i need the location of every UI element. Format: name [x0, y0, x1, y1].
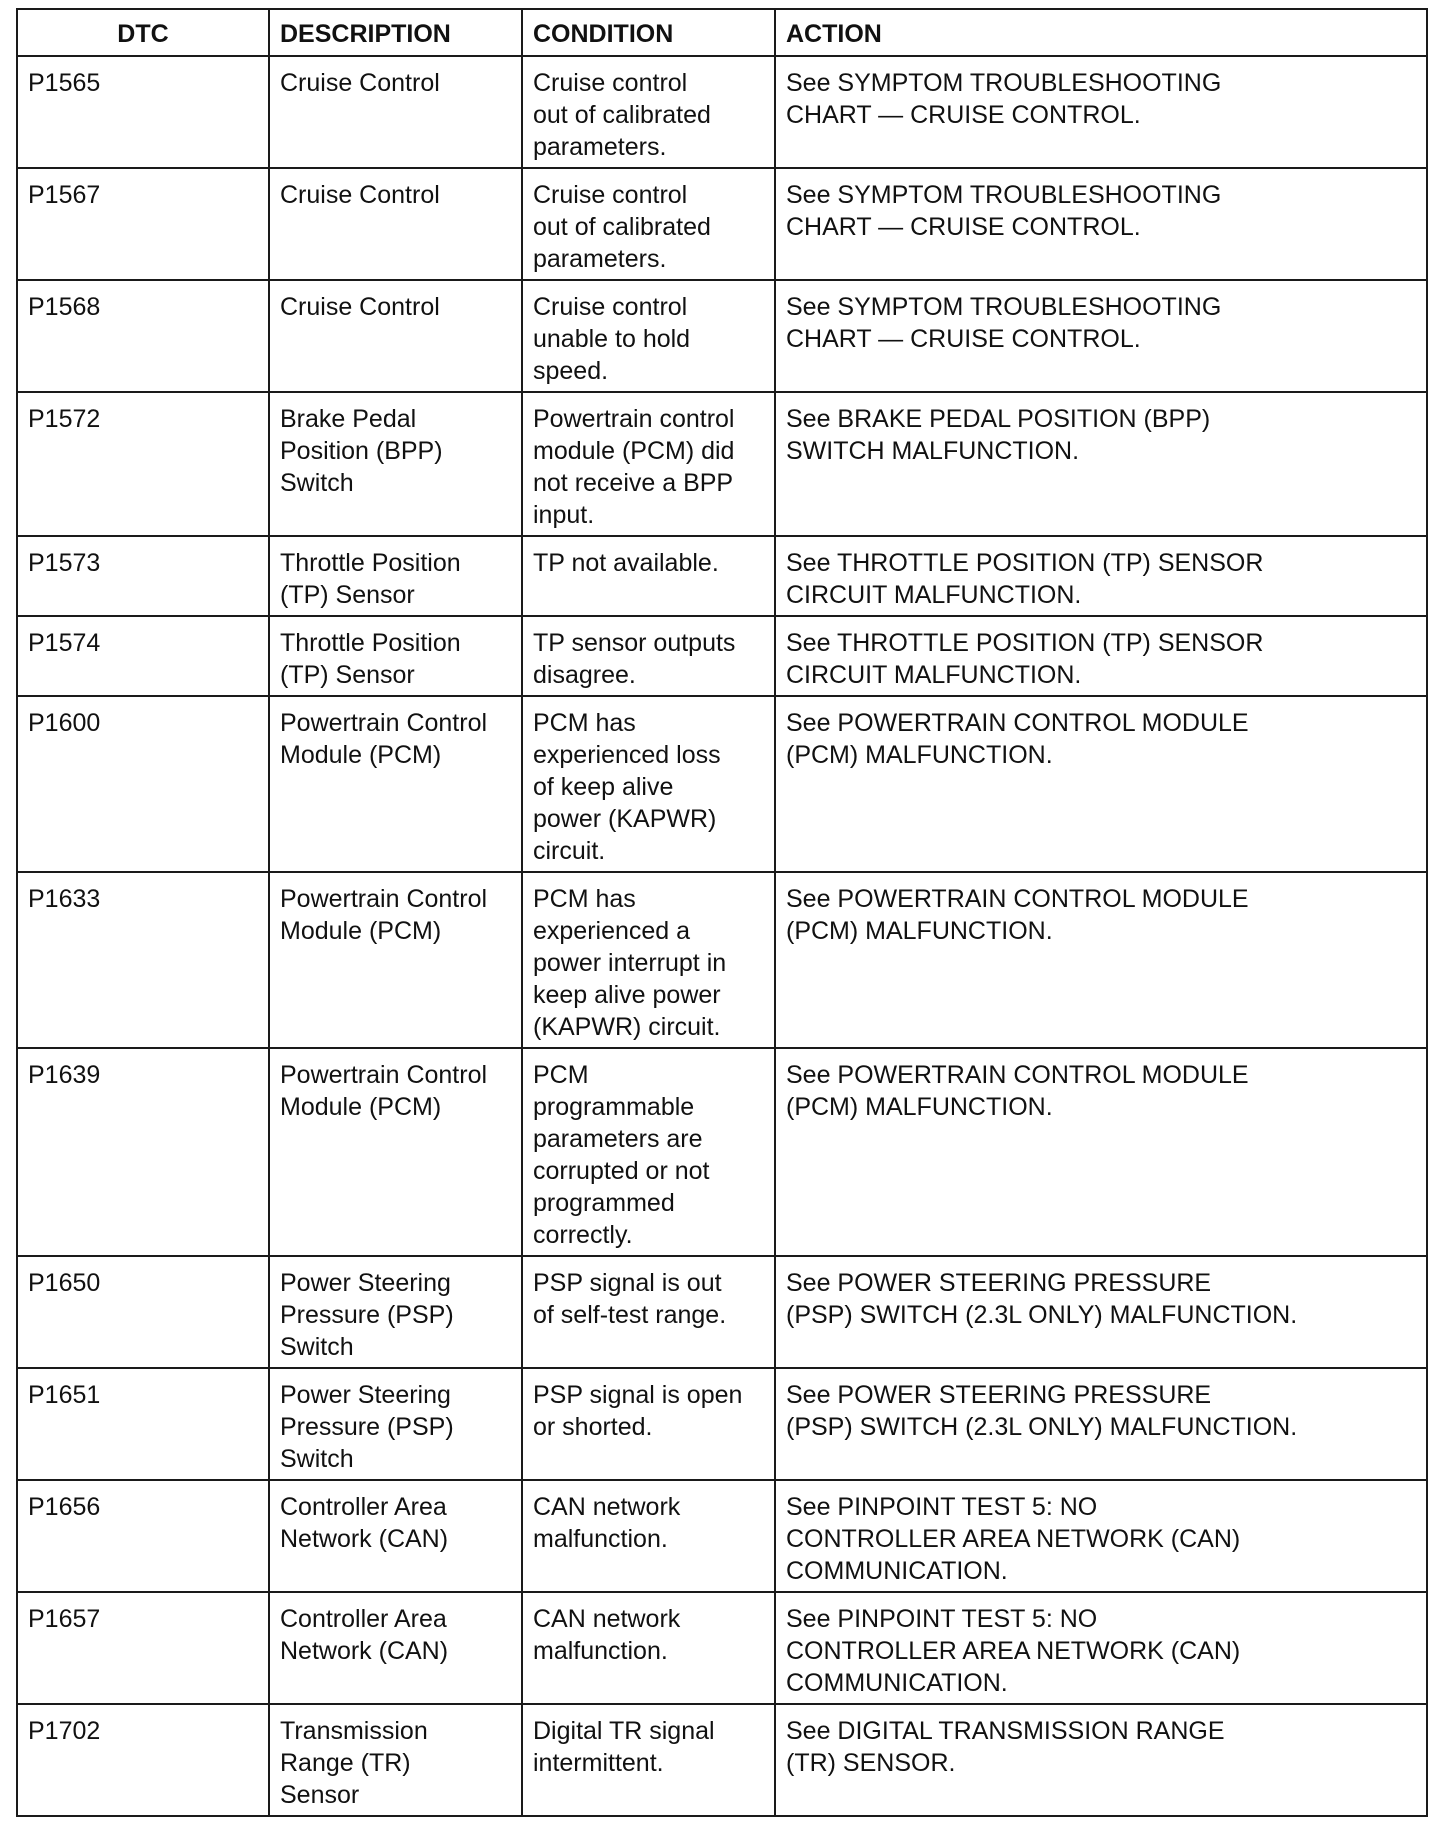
header-action: ACTION	[775, 9, 1427, 56]
action-cell: See PINPOINT TEST 5: NO CONTROLLER AREA NETWORK (CAN) COMMUNICATION.	[775, 1592, 1427, 1704]
dtc-code: P1572	[17, 392, 269, 536]
description-cell: Powertrain Control Module (PCM)	[269, 872, 522, 1048]
table-row	[17, 392, 1427, 536]
action-cell: See DIGITAL TRANSMISSION RANGE (TR) SENSOR.	[775, 1704, 1427, 1816]
dtc-code: P1568	[17, 280, 269, 392]
condition-cell: PSP signal is open or shorted.	[522, 1368, 775, 1480]
condition-cell: Cruise control out of calibrated parameters.	[522, 56, 775, 168]
header-dtc: DTC	[17, 9, 269, 56]
table-row	[17, 616, 1427, 696]
condition-cell: CAN network malfunction.	[522, 1592, 775, 1704]
action-cell: See THROTTLE POSITION (TP) SENSOR CIRCUIT MALFUNCTION.	[775, 616, 1427, 696]
dtc-code: P1565	[17, 56, 269, 168]
description-cell: Cruise Control	[269, 280, 522, 392]
table-body	[17, 56, 1427, 1816]
action-cell: See POWERTRAIN CONTROL MODULE (PCM) MALFUNCTION.	[775, 696, 1427, 872]
table-row	[17, 1480, 1427, 1592]
condition-cell: TP not available.	[522, 536, 775, 616]
action-cell: See BRAKE PEDAL POSITION (BPP) SWITCH MALFUNCTION.	[775, 392, 1427, 536]
condition-cell: PSP signal is out of self-test range.	[522, 1256, 775, 1368]
condition-cell: Cruise control unable to hold speed.	[522, 280, 775, 392]
description-cell: Controller Area Network (CAN)	[269, 1592, 522, 1704]
dtc-code: P1656	[17, 1480, 269, 1592]
description-cell: Powertrain Control Module (PCM)	[269, 1048, 522, 1256]
action-cell: See SYMPTOM TROUBLESHOOTING CHART — CRUISE CONTROL.	[775, 168, 1427, 280]
action-cell: See SYMPTOM TROUBLESHOOTING CHART — CRUISE CONTROL.	[775, 56, 1427, 168]
dtc-code: P1650	[17, 1256, 269, 1368]
dtc-code: P1633	[17, 872, 269, 1048]
dtc-code: P1651	[17, 1368, 269, 1480]
table-row	[17, 1368, 1427, 1480]
condition-cell: PCM has experienced loss of keep alive power (KAPWR) circuit.	[522, 696, 775, 872]
action-cell: See POWER STEERING PRESSURE (PSP) SWITCH (2.3L ONLY) MALFUNCTION.	[775, 1256, 1427, 1368]
dtc-code: P1639	[17, 1048, 269, 1256]
condition-cell: Cruise control out of calibrated parameters.	[522, 168, 775, 280]
description-cell: Brake Pedal Position (BPP) Switch	[269, 392, 522, 536]
header-row	[17, 9, 1427, 56]
table-row	[17, 1048, 1427, 1256]
description-cell: Powertrain Control Module (PCM)	[269, 696, 522, 872]
condition-cell: TP sensor outputs disagree.	[522, 616, 775, 696]
table-row	[17, 1592, 1427, 1704]
table-row	[17, 1704, 1427, 1816]
condition-cell: PCM has experienced a power interrupt in keep alive power (KAPWR) circuit.	[522, 872, 775, 1048]
table-row	[17, 872, 1427, 1048]
dtc-code: P1702	[17, 1704, 269, 1816]
description-cell: Throttle Position (TP) Sensor	[269, 616, 522, 696]
description-cell: Cruise Control	[269, 56, 522, 168]
description-cell: Power Steering Pressure (PSP) Switch	[269, 1368, 522, 1480]
dtc-code: P1567	[17, 168, 269, 280]
header-condition: CONDITION	[522, 9, 775, 56]
dtc-code: P1573	[17, 536, 269, 616]
action-cell: See POWERTRAIN CONTROL MODULE (PCM) MALFUNCTION.	[775, 872, 1427, 1048]
description-cell: Power Steering Pressure (PSP) Switch	[269, 1256, 522, 1368]
table-row	[17, 696, 1427, 872]
table-row	[17, 168, 1427, 280]
action-cell: See PINPOINT TEST 5: NO CONTROLLER AREA NETWORK (CAN) COMMUNICATION.	[775, 1480, 1427, 1592]
table-row	[17, 280, 1427, 392]
action-cell: See SYMPTOM TROUBLESHOOTING CHART — CRUISE CONTROL.	[775, 280, 1427, 392]
table-row	[17, 1256, 1427, 1368]
table-header	[17, 9, 1427, 56]
header-description: DESCRIPTION	[269, 9, 522, 56]
condition-cell: PCM programmable parameters are corrupted or not programmed correctly.	[522, 1048, 775, 1256]
dtc-code: P1574	[17, 616, 269, 696]
description-cell: Transmission Range (TR) Sensor	[269, 1704, 522, 1816]
description-cell: Cruise Control	[269, 168, 522, 280]
description-cell: Controller Area Network (CAN)	[269, 1480, 522, 1592]
condition-cell: Digital TR signal intermittent.	[522, 1704, 775, 1816]
table-row	[17, 536, 1427, 616]
dtc-code: P1657	[17, 1592, 269, 1704]
dtc-code: P1600	[17, 696, 269, 872]
action-cell: See POWER STEERING PRESSURE (PSP) SWITCH (2.3L ONLY) MALFUNCTION.	[775, 1368, 1427, 1480]
description-cell: Throttle Position (TP) Sensor	[269, 536, 522, 616]
condition-cell: CAN network malfunction.	[522, 1480, 775, 1592]
action-cell: See POWERTRAIN CONTROL MODULE (PCM) MALFUNCTION.	[775, 1048, 1427, 1256]
table-row	[17, 56, 1427, 168]
dtc-table	[16, 8, 1428, 1817]
action-cell: See THROTTLE POSITION (TP) SENSOR CIRCUIT MALFUNCTION.	[775, 536, 1427, 616]
condition-cell: Powertrain control module (PCM) did not receive a BPP input.	[522, 392, 775, 536]
